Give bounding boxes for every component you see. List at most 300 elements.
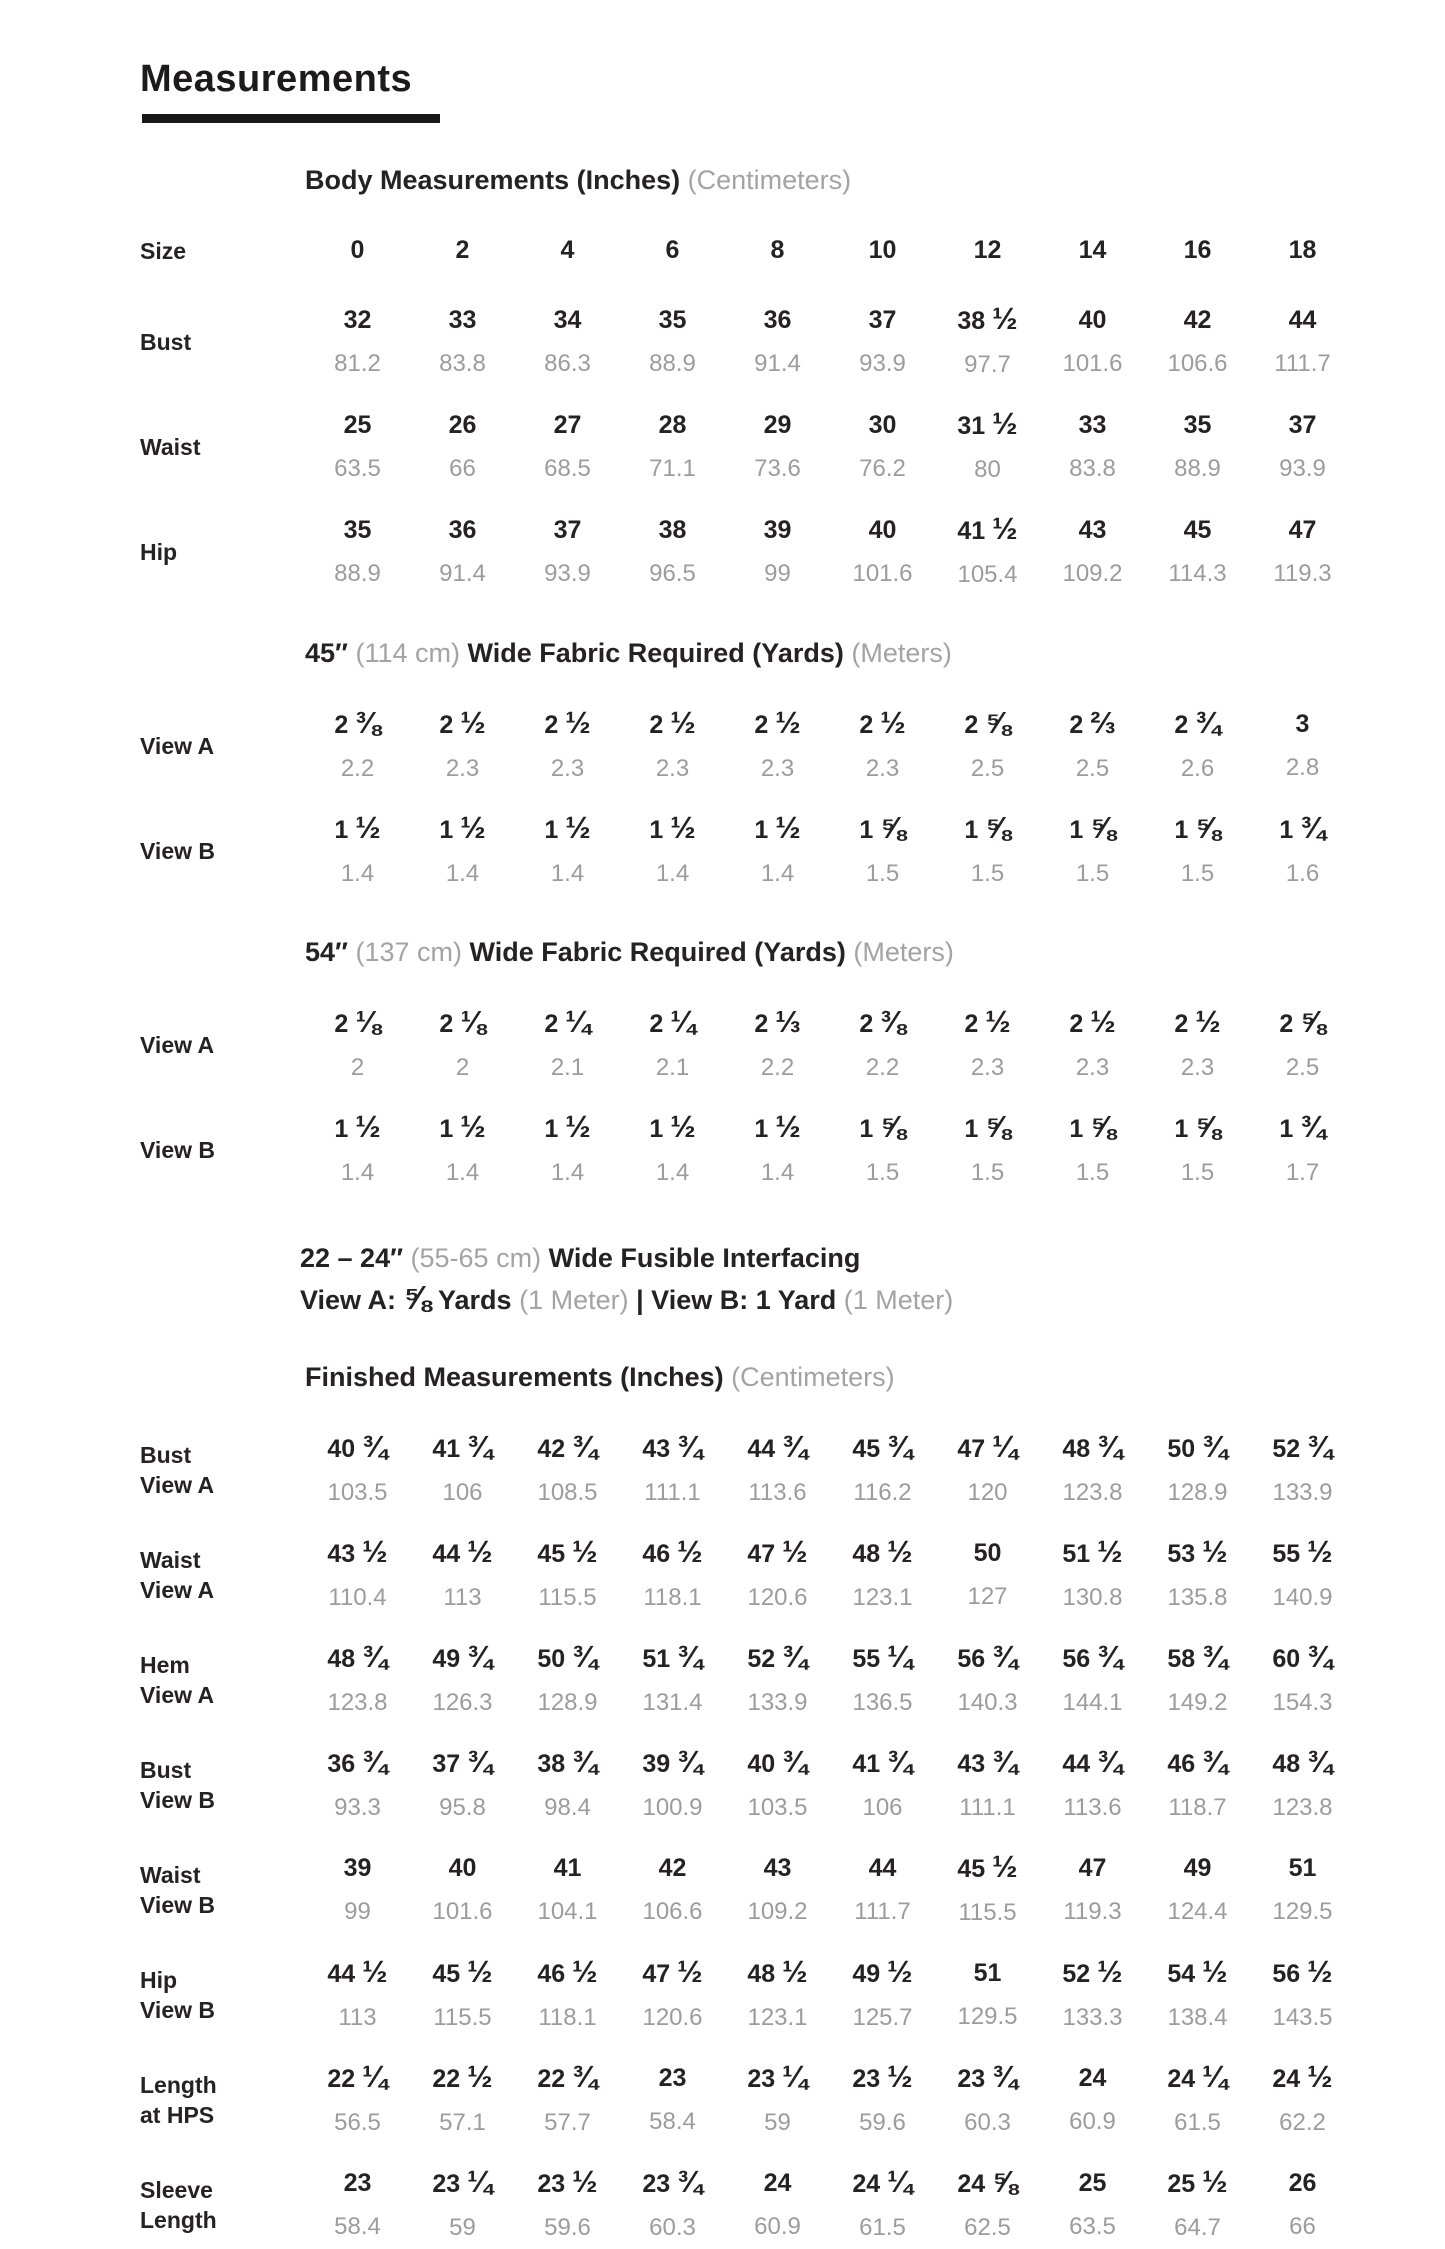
value-secondary: 123.1 [852,1584,913,1611]
value-primary: 52 ¾ [747,1640,808,1674]
row-label-line2: Length [140,2207,217,2233]
value-primary: 40 ¾ [747,1745,808,1779]
measurement-cell [620,807,725,895]
value-secondary: 118.1 [538,2004,597,2031]
value-primary: 1 ½ [754,1110,801,1144]
value-secondary: 111.7 [1274,350,1331,377]
value-primary: 1 ⅝ [964,1110,1011,1144]
measurement-cell [1040,2162,1145,2248]
value-primary: 48 ¾ [1062,1430,1123,1464]
value-secondary: 128.9 [537,1689,598,1716]
measurement-cell [1145,1741,1250,1829]
measurement-cell [620,229,725,272]
value-secondary: 2.2 [340,755,375,782]
value-primary: 1 ⅝ [964,811,1011,845]
document-body [140,163,1445,2249]
measurement-cell [515,1741,620,1829]
value-secondary: 144.1 [1062,1689,1123,1716]
measurement-cell [1250,229,1355,272]
value-primary: 48 ¾ [327,1640,388,1674]
measurement-cell [935,2161,1040,2249]
measurement-cell [515,1847,620,1933]
value-primary: 1 ½ [544,811,591,845]
value-secondary: 66 [1289,2213,1316,2240]
value-primary: 2 ¾ [1174,706,1221,740]
row-label-line1: Length [140,2072,217,2098]
value-secondary: 1.5 [1180,1159,1215,1186]
measurement-cell [1040,229,1145,272]
value-secondary: 99 [344,1898,371,1925]
row-label [140,1440,305,1500]
measurement-cell [620,1426,725,1514]
measurement-cell [305,807,410,895]
measurement-cell [725,1951,830,2039]
value-secondary: 115.5 [958,1899,1017,1926]
value-primary: 51 ½ [1062,1535,1123,1569]
measurement-cell [725,1741,830,1829]
measurement-cell [410,1741,515,1829]
hip-view-b-row [140,1951,1445,2039]
value-primary: 40 [448,1854,477,1882]
value-secondary: 100.9 [642,1794,703,1821]
body-measurements-heading [305,163,1445,197]
measurement-cell [1040,1426,1145,1514]
value-secondary: 123.8 [1272,1794,1333,1821]
value-primary: 1 ½ [439,1110,486,1144]
hem-view-a-row [140,1636,1445,1724]
view-b-54-row [140,1106,1445,1194]
value-primary: 23 ½ [537,2165,598,2199]
measurement-cell [620,702,725,790]
measurement-cell [1250,1741,1355,1829]
value-secondary: 115.5 [433,2004,492,2031]
measurement-cell [305,229,410,272]
value-secondary: 123.8 [327,1689,388,1716]
heading-metric-text: (114 cm) [355,638,468,668]
measurement-cell [515,1001,620,1089]
row-label [140,1755,305,1815]
value-primary: 32 [343,306,372,334]
value-primary: 35 [1183,411,1212,439]
measurement-cell [515,2056,620,2144]
value-secondary: 1.5 [865,1159,900,1186]
view-a-54-row [140,1001,1445,1089]
heading-text: Finished Measurements (Inches) [305,1362,732,1392]
value-secondary: 58.4 [649,2108,696,2135]
value-primary: 23 [658,2064,687,2092]
value-primary: 1 ⅝ [859,1110,906,1144]
measurement-cell [515,2161,620,2249]
measurement-cell [305,2056,410,2144]
value-primary: 2 ½ [649,706,696,740]
value-secondary: 103.5 [747,1794,808,1821]
value-primary: 2 ¼ [544,1005,591,1039]
value-secondary: 106.6 [1167,350,1228,377]
value-secondary: 62.5 [964,2214,1011,2241]
value-secondary: 2.3 [865,755,900,782]
measurement-cell [410,807,515,895]
measurement-cell [410,1106,515,1194]
value-secondary: 2.5 [970,755,1005,782]
value-primary: 50 ¾ [1167,1430,1228,1464]
value-secondary: 59 [764,2109,791,2136]
measurement-cell [515,1531,620,1619]
value-secondary: 133.9 [1272,1479,1333,1506]
value-secondary: 113 [443,1584,482,1611]
value-primary: 47 [1288,516,1317,544]
row-label [140,432,305,462]
value-secondary: 57.1 [439,2109,486,2136]
value-secondary: 105.4 [957,561,1018,588]
value-primary: 42 [1183,306,1212,334]
value-secondary: 1.4 [655,860,690,887]
row-label-line2: View A [140,1577,215,1603]
measurement-cell [725,702,830,790]
measurement-cell [1250,1636,1355,1724]
row-label-line1: Waist [140,1862,201,1888]
measurement-cell [1250,1847,1355,1933]
value-primary: 41 [553,1854,582,1882]
value-secondary: 1.5 [865,860,900,887]
value-primary: 37 [553,516,582,544]
measurement-cell [620,509,725,595]
row-label-line2: View B [140,1787,215,1813]
measurement-cell [725,1426,830,1514]
value-primary: 2 ½ [964,1005,1011,1039]
value-primary: 0 [350,236,365,264]
bust-row [140,298,1445,386]
value-secondary: 2.8 [1285,754,1320,781]
value-secondary: 61.5 [859,2214,906,2241]
value-secondary: 2.2 [760,1054,795,1081]
value-primary: 48 ½ [747,1955,808,1989]
value-primary: 43 [763,1854,792,1882]
value-secondary: 119.3 [1063,1898,1122,1925]
value-secondary: 115.5 [538,1584,597,1611]
measurement-cell [410,1951,515,2039]
value-primary: 12 [973,236,1002,264]
measurement-cell [1145,1106,1250,1194]
value-primary: 41 ¾ [432,1430,493,1464]
value-primary: 2 ¼ [649,1005,696,1039]
value-primary: 24 ¼ [852,2165,913,2199]
value-primary: 46 ½ [642,1535,703,1569]
value-secondary: 120.6 [747,1584,808,1611]
fabric-54-heading [305,935,1445,969]
measurement-cell [620,299,725,385]
measurement-cell [515,299,620,385]
value-primary: 6 [665,236,680,264]
measurement-cell [1250,807,1355,895]
measurement-cell [1250,2056,1355,2144]
measurement-cell [935,1532,1040,1618]
value-secondary: 149.2 [1167,1689,1228,1716]
row-label-line1: View B [140,838,215,864]
value-primary: 23 ½ [852,2060,913,2094]
measurement-cell [305,509,410,595]
value-secondary: 111.1 [959,1794,1016,1821]
value-primary: 25 ½ [1167,2165,1228,2199]
heading-metric-text: (1 Meter) [519,1285,629,1315]
value-primary: 44 ¾ [1062,1745,1123,1779]
value-primary: 60 ¾ [1272,1640,1333,1674]
value-primary: 24 [1078,2064,1107,2092]
value-primary: 52 ¾ [1272,1430,1333,1464]
measurement-cell [830,509,935,595]
value-secondary: 1.4 [445,860,480,887]
value-secondary: 83.8 [439,350,486,377]
row-label-line1: Hip [140,1967,178,1993]
value-primary: 39 ¾ [642,1745,703,1779]
row-label-line2: at HPS [140,2102,215,2128]
value-secondary: 88.9 [1174,455,1221,482]
value-primary: 51 ¾ [642,1640,703,1674]
row-label-line1: Sleeve [140,2177,213,2203]
measurement-cell [1040,2057,1145,2143]
value-primary: 31 ½ [957,407,1018,441]
measurement-cell [830,1847,935,1933]
value-secondary: 131.4 [642,1689,703,1716]
value-primary: 24 ⅝ [957,2165,1018,2199]
value-primary: 2 ½ [1174,1005,1221,1039]
value-primary: 40 [1078,306,1107,334]
value-secondary: 93.3 [334,1794,381,1821]
value-secondary: 104.1 [537,1898,598,1925]
value-secondary: 113 [338,2004,377,2031]
value-primary: 2 ½ [754,706,801,740]
value-primary: 22 ¼ [327,2060,388,2094]
value-primary: 1 ½ [754,811,801,845]
measurement-cell [1040,1001,1145,1089]
value-primary: 43 [1078,516,1107,544]
value-secondary: 95.8 [439,1794,486,1821]
heading-metric-text: (Meters) [851,638,952,668]
value-secondary: 83.8 [1069,455,1116,482]
measurement-cell [830,1741,935,1829]
value-secondary: 138.4 [1167,2004,1228,2031]
value-primary: 2 ½ [544,706,591,740]
row-label-line1: View A [140,1032,215,1058]
value-primary: 40 [868,516,897,544]
value-primary: 2 ⅛ [334,1005,381,1039]
value-primary: 30 [868,411,897,439]
value-secondary: 1.7 [1285,1159,1320,1186]
heading-metric-text: (Centimeters) [731,1362,895,1392]
value-secondary: 2.2 [865,1054,900,1081]
measurement-cell [1145,509,1250,595]
value-primary: 36 [763,306,792,334]
value-primary: 1 ¾ [1279,811,1326,845]
value-primary: 47 [1078,1854,1107,1882]
size-row [140,229,1445,272]
row-label [140,236,305,266]
measurement-cell [620,2161,725,2249]
measurement-cell [410,509,515,595]
value-secondary: 2.3 [445,755,480,782]
length-hps-row [140,2056,1445,2144]
heading-metric-text: (Centimeters) [687,165,852,195]
value-primary: 39 [343,1854,372,1882]
value-secondary: 98.4 [544,1794,591,1821]
value-primary: 56 ½ [1272,1955,1333,1989]
value-primary: 51 [1288,1854,1317,1882]
value-primary: 54 ½ [1167,1955,1228,1989]
measurement-cell [1145,404,1250,490]
value-secondary: 133.9 [747,1689,808,1716]
value-secondary: 1.4 [760,860,795,887]
value-primary: 1 ¾ [1279,1110,1326,1144]
value-secondary: 63.5 [1069,2213,1116,2240]
measurement-cell [620,1106,725,1194]
row-label [140,1545,305,1605]
measurement-cell [1145,1426,1250,1514]
value-primary: 45 ½ [432,1955,493,1989]
measurement-cell [515,1951,620,2039]
value-primary: 44 [1288,306,1317,334]
value-primary: 55 ¼ [852,1640,913,1674]
value-secondary: 59.6 [859,2109,906,2136]
value-primary: 2 ½ [1069,1005,1116,1039]
value-primary: 22 ½ [432,2060,493,2094]
measurement-cell [305,1001,410,1089]
value-primary: 56 ¾ [1062,1640,1123,1674]
value-primary: 2 ⅝ [1279,1005,1326,1039]
measurement-cell [1145,2161,1250,2249]
measurement-cell [935,298,1040,386]
measurement-cell [1145,1001,1250,1089]
value-primary: 27 [553,411,582,439]
value-secondary: 140.3 [957,1689,1018,1716]
measurement-cell [725,299,830,385]
value-secondary: 97.7 [964,351,1011,378]
measurement-cell [1040,1106,1145,1194]
measurement-cell [305,1106,410,1194]
value-primary: 1 ⅝ [859,811,906,845]
waist-view-b-row [140,1846,1445,1934]
measurement-cell [1145,229,1250,272]
value-secondary: 88.9 [334,560,381,587]
measurement-cell [1040,509,1145,595]
value-secondary: 114.3 [1168,560,1227,587]
value-secondary: 62.2 [1279,2109,1326,2136]
heading-text: | View B: 1 Yard [628,1285,844,1315]
value-primary: 3 [1295,710,1310,738]
measurement-cell [515,702,620,790]
measurement-cell [830,807,935,895]
value-secondary: 88.9 [649,350,696,377]
row-label-line2: View A [140,1682,215,1708]
value-secondary: 64.7 [1174,2214,1221,2241]
value-primary: 2 ½ [439,706,486,740]
value-secondary: 2.3 [1075,1054,1110,1081]
measurement-cell [515,404,620,490]
measurement-cell [1040,702,1145,790]
value-primary: 38 ½ [957,302,1018,336]
measurement-cell [935,1106,1040,1194]
measurement-cell [1250,1106,1355,1194]
bust-view-b-row [140,1741,1445,1829]
measurement-cell [935,807,1040,895]
value-primary: 23 [343,2169,372,2197]
measurement-cell [515,1426,620,1514]
value-primary: 23 ¾ [957,2060,1018,2094]
value-primary: 34 [553,306,582,334]
title-underline [142,114,440,123]
waist-view-a-row [140,1531,1445,1619]
value-secondary: 1.5 [1075,860,1110,887]
measurement-cell [935,2056,1040,2144]
value-secondary: 58.4 [334,2213,381,2240]
measurement-cell [1250,509,1355,595]
value-secondary: 124.4 [1167,1898,1228,1925]
measurement-cell [620,1847,725,1933]
value-primary: 49 ¾ [432,1640,493,1674]
value-secondary: 71.1 [649,455,696,482]
value-primary: 24 ¼ [1167,2060,1228,2094]
value-secondary: 2.3 [550,755,585,782]
row-label [140,1030,305,1060]
value-primary: 58 ¾ [1167,1640,1228,1674]
value-secondary: 81.2 [334,350,381,377]
value-primary: 18 [1288,236,1317,264]
measurement-cell [830,299,935,385]
value-primary: 48 ¾ [1272,1745,1333,1779]
value-secondary: 118.7 [1168,1794,1227,1821]
row-label-line1: View B [140,1137,215,1163]
view-b-45-row [140,807,1445,895]
measurement-cell [725,1106,830,1194]
heading-text: 54″ [305,937,356,967]
heading-text: Wide Fabric Required (Yards) [467,638,852,668]
value-primary: 43 ¾ [957,1745,1018,1779]
value-primary: 23 ¾ [642,2165,703,2199]
value-primary: 50 [973,1539,1002,1567]
value-primary: 44 ½ [432,1535,493,1569]
measurement-cell [725,1847,830,1933]
value-secondary: 1.4 [655,1159,690,1186]
value-primary: 25 [1078,2169,1107,2197]
value-secondary: 1.4 [340,860,375,887]
measurement-cell [830,1951,935,2039]
row-label-line1: Size [140,237,187,264]
measurement-cell [1040,1951,1145,2039]
value-secondary: 1.4 [550,1159,585,1186]
value-secondary: 129.5 [957,2003,1018,2030]
measurement-cell [935,1001,1040,1089]
value-secondary: 106.6 [642,1898,703,1925]
value-secondary: 101.6 [852,560,913,587]
measurement-cell [1040,807,1145,895]
measurement-cell [410,1847,515,1933]
value-secondary: 2.1 [655,1054,690,1081]
row-label [140,1965,305,2025]
measurement-cell [410,299,515,385]
value-primary: 49 ½ [852,1955,913,1989]
value-secondary: 1.5 [1075,1159,1110,1186]
measurement-cell [830,1426,935,1514]
value-primary: 39 [763,516,792,544]
measurement-cell [620,1531,725,1619]
value-secondary: 66 [449,455,476,482]
row-label-line1: Hem [140,1652,190,1678]
value-secondary: 110.4 [328,1584,387,1611]
value-secondary: 68.5 [544,455,591,482]
value-primary: 1 ½ [334,1110,381,1144]
measurement-cell [830,229,935,272]
value-primary: 44 [868,1854,897,1882]
measurement-cell [725,2056,830,2144]
value-secondary: 111.7 [854,1898,911,1925]
